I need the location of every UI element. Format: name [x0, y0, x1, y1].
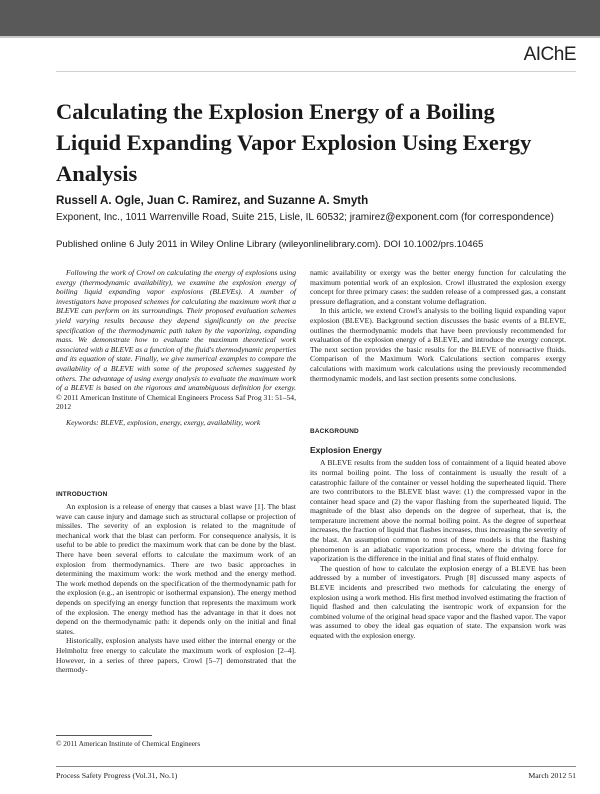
spacer [56, 428, 296, 490]
right-paragraph-4: The question of how to calculate the explosion energy of a BLEVE has been addressed by a number of investigators. Prugh [8] discussed many aspects of BLEVE incidents and prescribed two methods for calculating the energy of explosion using a work method. His first method involved estimating the fraction of liquid flashed and then calculating the isentropic work of expansion for the combined volume of the original head space vapor and the flashed vapor. The vapor was assumed to obey the ideal gas equation of state. The expansion work was equated with the explosion energy. [310, 563, 566, 640]
section-heading-background: BACKGROUND [310, 428, 359, 436]
publication-info: Published online 6 July 2011 in Wiley Online Library (wileyonlinelibrary.com). DOI 10.1002/prs.10465 [56, 239, 484, 250]
right-paragraph-3: A BLEVE results from the sudden loss of containment of a liquid heated above its normal boiling point. The loss of containment is usually the result of a catastrophic failure of the container or vessel holding the superheated liquid. There are two contributors to the BLEVE blast wave: (1) the compressed vapor in the container head space and (2) the vapor flashing from the superheated liquid. The magnitude of the blast also depends on the degree of superheat, that is, the temperature increment above the normal boiling point. As the degree of superheat increases, the fraction of liquid that flashes increases, thus increasing the severity of the blast. An assumption common to most of these models is that the flashing phenomenon is an adiabatic vaporization process, where the driving force for vaporization is the difference in the initial and final states of fluid enthalpy. [310, 458, 566, 564]
abstract-text [56, 268, 296, 412]
article-authors: Russell A. Ogle, Juan C. Ramirez, and Suzanne A. Smyth [56, 194, 369, 207]
abstract-body: Following the work of Crowl on calculating the energy of explosions using exergy (thermodynamic availability), we examine the explosion energy of boiling liquid expanding vapor explosions (BLEVEs). A number of investigators have proposed schemes for calculating the maximum work that a BLEVE can perform on its surroundings. Their proposed evaluation schemes yield varying results because they depend significantly on the precise specification of the thermodynamic path taken by the vaporizing, expanding mass. We demonstrate how to evaluate the maximum theoretical work associated with a BLEVE as a function of the fluid's thermodynamic properties and its equation of state. Finally, we give numerical examples to compare the availability of a BLEVE with some of the proposed schemes suggested by others. The advantage of using exergy analysis to evaluate the maximum work of a BLEVE is based on the rigorous and unambiguous definition for exergy. [56, 268, 296, 393]
right-paragraph-2: In this article, we extend Crowl's analysis to the boiling liquid expanding vapor explosion (BLEVE). Background section discusses the basic events of a BLEVE, outlines the thermodynamic models that have been previously recommended for evaluation of the explosion energy of a BLEVE, and introduce the exergy concept. The next section provides the basic results for the BLEVE of nonreactive fluids. Comparison of the Maximum Work Calculations section compares exergy calculations with maximum work calculations using the previously recommended thermodynamic models, and last section presents some conclusions. [310, 306, 566, 383]
left-column [56, 268, 296, 675]
header-accent-line [0, 36, 600, 38]
keywords [56, 418, 296, 428]
footer-divider [56, 766, 576, 767]
footer-journal: Process Safety Progress (Vol.31, No.1) [56, 771, 178, 780]
journal-logo: AIChE [523, 44, 576, 65]
footnote-copyright: © 2011 American Institute of Chemical Engineers [56, 740, 201, 748]
right-paragraph-1: namic availability or exergy was the better energy function for calculating the maximum potential work of an explosion. Crowl illustrated the explosion exergy concept for three primary cases: the sudden release of a compressed gas, a constant pressure deflagration, and a constant volume deflagration. [310, 268, 566, 306]
header-bar [0, 0, 600, 36]
section-heading-introduction: INTRODUCTION [56, 490, 108, 498]
subsection-heading-explosion-energy: Explosion Energy [310, 444, 382, 455]
introduction-paragraph-2: Historically, explosion analysts have used either the internal energy or the Helmholtz free energy to calculate the maximum work of explosion [2–4]. However, in a series of three papers, Crowl [5–7] demonstrated that the thermody- [56, 636, 296, 675]
footnote-divider [56, 735, 152, 736]
article-title: Calculating the Explosion Energy of a Boiling Liquid Expanding Vapor Explosion Using Exergy Analysis [56, 99, 532, 186]
introduction-paragraph-1: An explosion is a release of energy that causes a blast wave [1]. The blast wave can cause injury and damage such as structural collapse or projection of missiles. The severity of an explosion is related to the magnitude of mechanical work that the blast can perform. For consequence analysis, it is useful to be able to predict the maximum work that can be done by the blast. There have been several efforts to calculate the maximum work of an explosion from thermodynamics. There are two basic approaches in determining the maximum work: the work method and the energy method. The work method depends on the specification of the thermodynamic path for the explosion (e.g., an isentropic or isothermal expansion). The energy method depends on specifying an energy function that represents the maximum work of the explosion. The energy method has the advantage in that it does not depend on the thermodynamic path: it depends only on the initial and final states. [56, 502, 296, 636]
footer-date-page: March 2012 51 [528, 771, 576, 780]
logo-divider [56, 71, 576, 72]
abstract-block [56, 268, 296, 428]
keywords-label: Keywords: [66, 417, 99, 427]
right-column [310, 268, 566, 641]
keywords-list: BLEVE, explosion, energy, exergy, availability, work [100, 417, 261, 427]
spacer [310, 383, 566, 427]
abstract-copyright: © 2011 American Institute of Chemical Engineers Process Saf Prog 31: 51–54, 2012 [56, 392, 297, 412]
author-affiliation: Exponent, Inc., 1011 Warrenville Road, Suite 215, Lisle, IL 60532; jramirez@exponent.com (for correspondence) [56, 212, 554, 223]
